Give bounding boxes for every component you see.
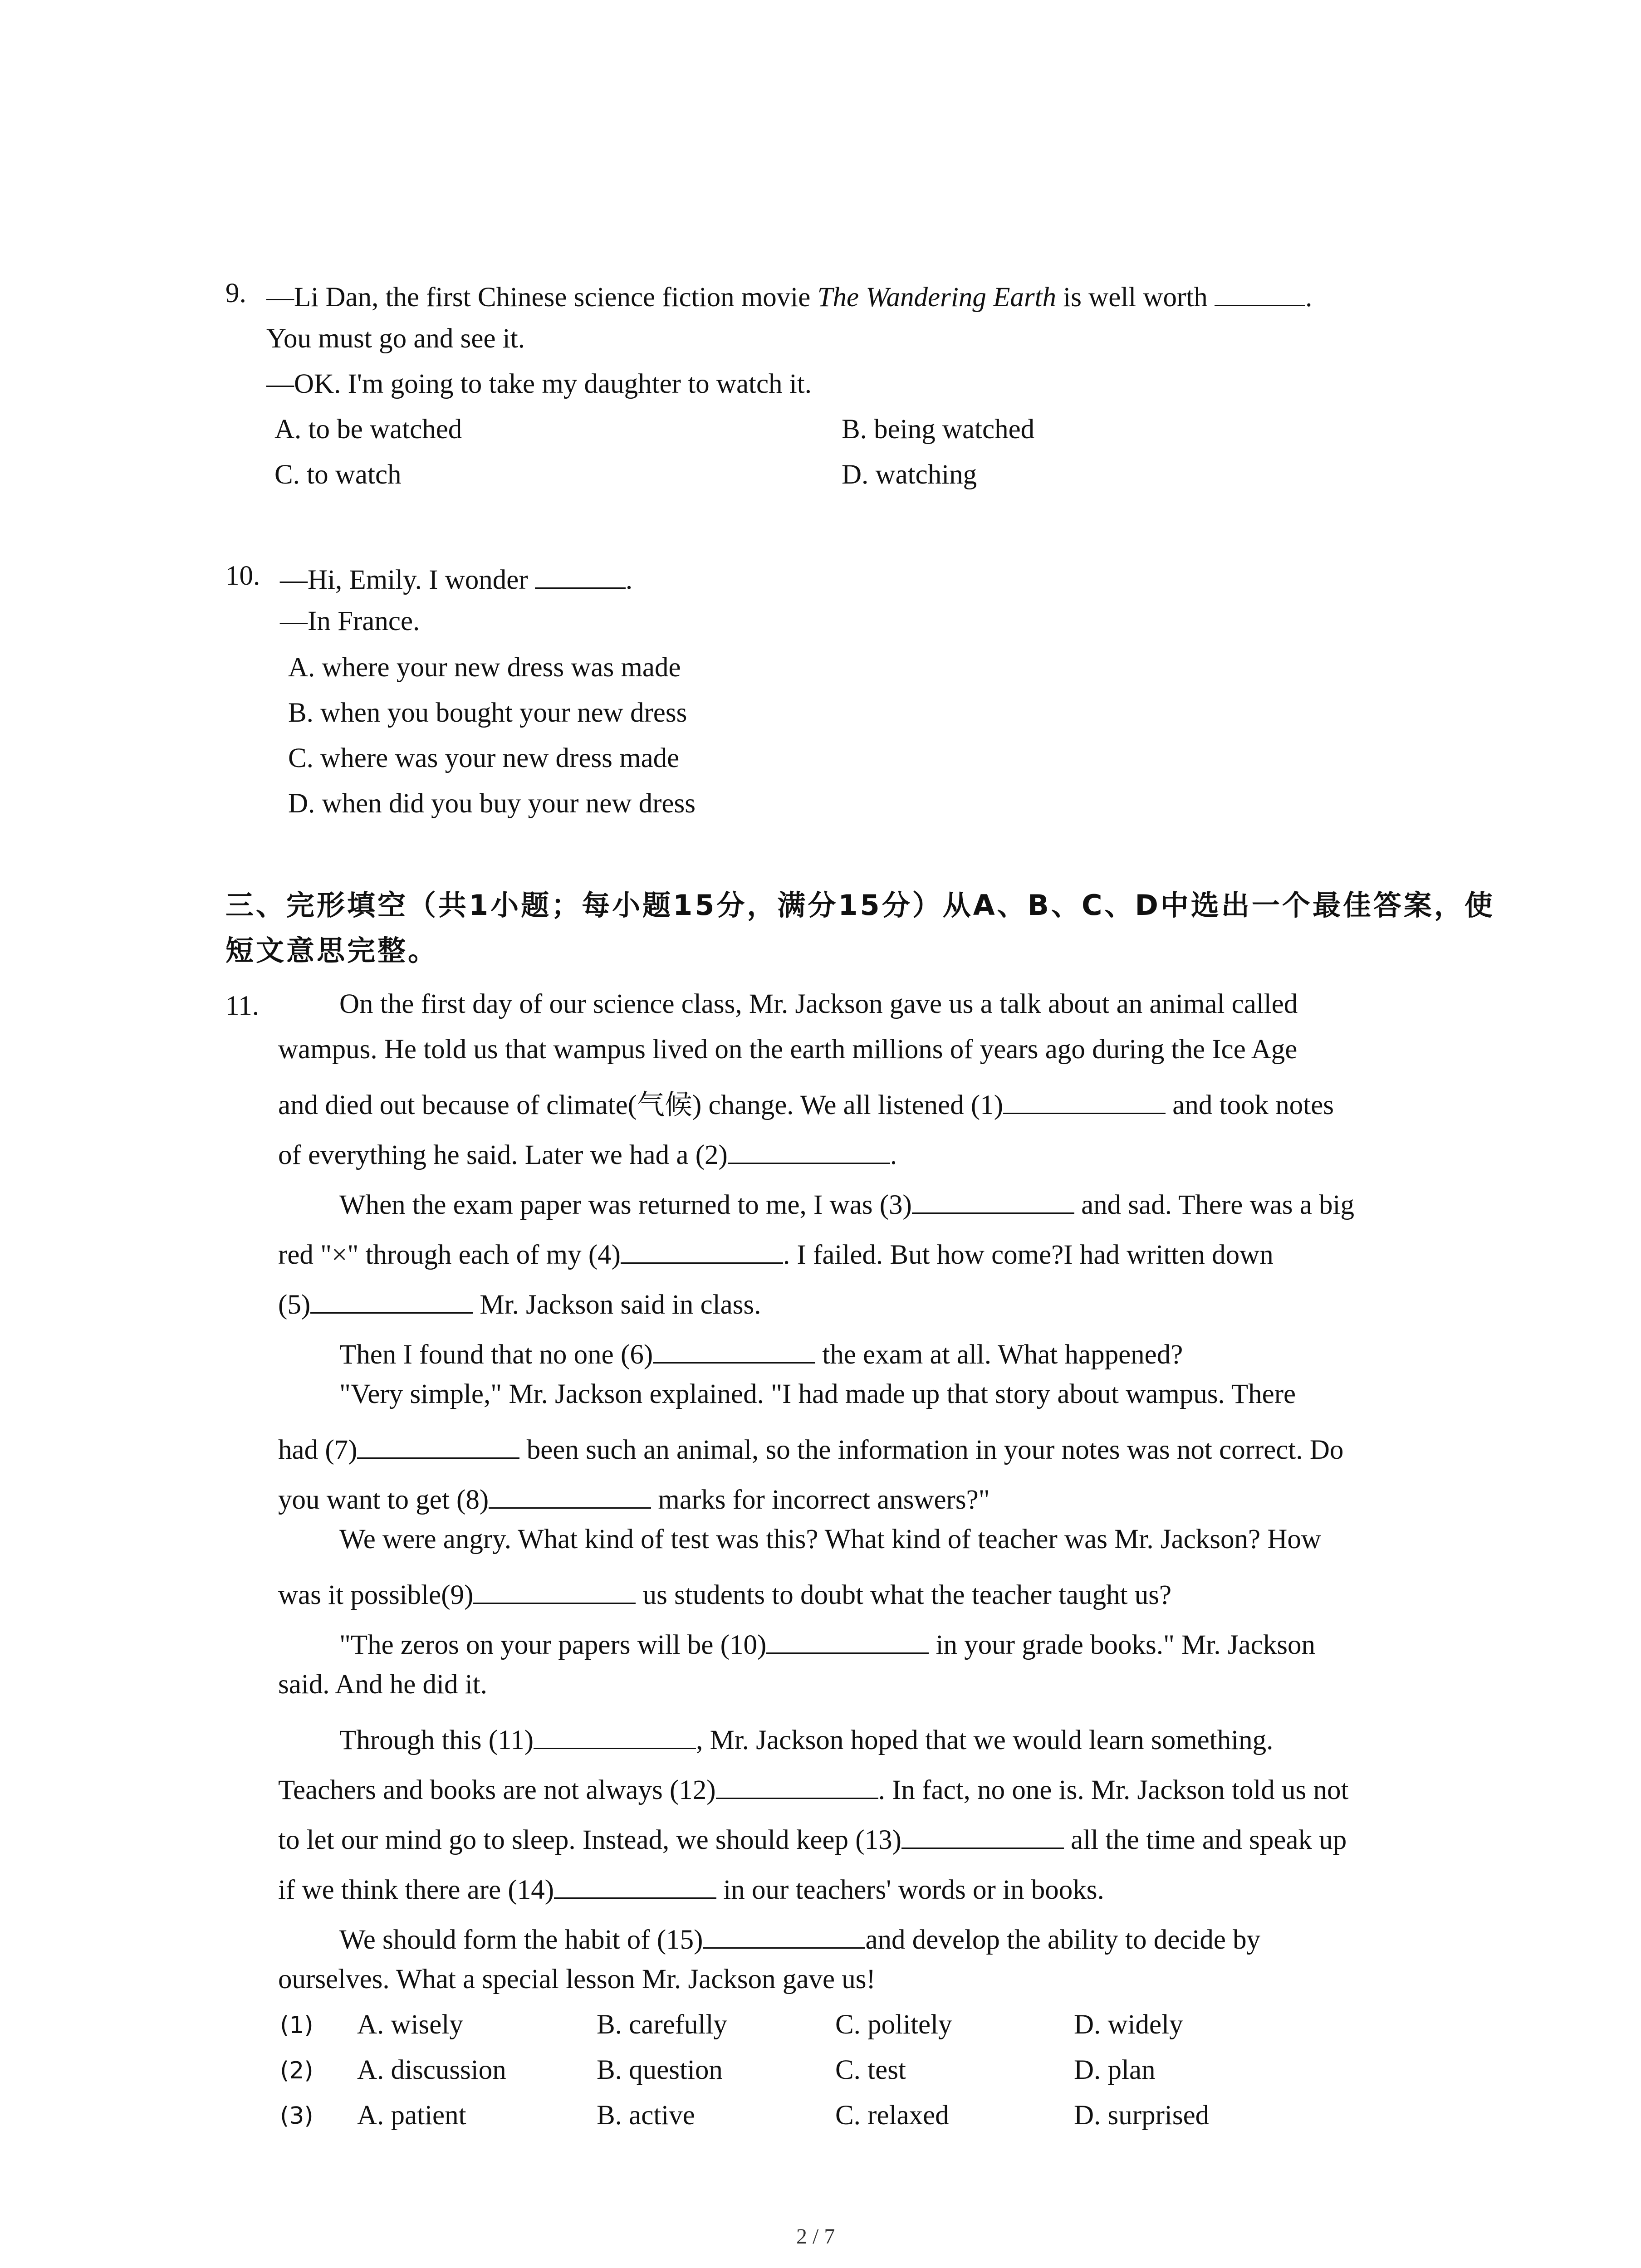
- passage-text: to let our mind go to sleep. Instead, we should keep (13): [278, 1825, 901, 1855]
- passage-text: all the time and speak up: [1063, 1825, 1347, 1855]
- passage-text: red "×" through each of my (4): [278, 1240, 621, 1270]
- answer-blank-13: [901, 1820, 1064, 1849]
- answer-blank-5: [310, 1285, 473, 1314]
- passage-line: [339, 990, 1298, 1018]
- choice-option-d: D. surprised: [1074, 2100, 1210, 2131]
- answer-blank-4: [621, 1235, 783, 1264]
- q9-line1-text-c: .: [1305, 282, 1313, 313]
- passage-text: "The zeros on your papers will be (10): [339, 1630, 767, 1660]
- q9-movie-title: The Wandering Earth: [817, 282, 1057, 313]
- choice-option-c: C. politely: [835, 2009, 952, 2040]
- passage-line: [278, 1135, 897, 1169]
- answer-blank-10: [766, 1625, 929, 1654]
- answer-blank-1: [1003, 1085, 1166, 1114]
- passage-line: [339, 1525, 1321, 1553]
- passage-line: [278, 1575, 1171, 1609]
- passage-text: , Mr. Jackson hoped that we would learn something.: [696, 1725, 1274, 1755]
- passage-line: [278, 1285, 761, 1319]
- q9-option-c: C. to watch: [274, 459, 402, 490]
- passage-text: marks for incorrect answers?": [651, 1485, 990, 1515]
- passage-text: Then I found that no one (6): [339, 1339, 653, 1370]
- q10-line1-text-a: —Hi, Emily. I wonder: [280, 565, 535, 595]
- q9-option-d: D. watching: [842, 459, 977, 490]
- choice-option-b: B. active: [597, 2100, 695, 2131]
- passage-text: said. And he did it.: [278, 1669, 487, 1700]
- q9-number: 9.: [225, 278, 246, 308]
- q10-option-b: B. when you bought your new dress: [288, 698, 687, 728]
- choice-number: (2): [280, 2057, 314, 2084]
- passage-text: in your grade books." Mr. Jackson: [929, 1630, 1315, 1660]
- choice-option-a: A. wisely: [357, 2009, 463, 2040]
- q9-line2: You must go and see it.: [266, 323, 525, 354]
- passage-line: [278, 1430, 1343, 1464]
- passage-text: .: [890, 1140, 897, 1170]
- page-number: 2 / 7: [796, 2224, 835, 2248]
- passage-text: ourselves. What a special lesson Mr. Jackson gave us!: [278, 1964, 876, 1994]
- passage-text: us students to doubt what the teacher taught us?: [636, 1580, 1172, 1610]
- section3-heading-line1: 三、完形填空（共1小题；每小题15分，满分15分）从A、B、C、D中选出一个最佳答案，使: [225, 889, 1495, 922]
- passage-line: [278, 1965, 876, 1993]
- passage-text: had (7): [278, 1435, 358, 1465]
- q9-line3: —OK. I'm going to take my daughter to watch it.: [266, 369, 812, 399]
- passage-line: [278, 1671, 487, 1698]
- q11-number: 11.: [225, 991, 259, 1021]
- q9-line1: [266, 278, 1312, 313]
- passage-line: [339, 1721, 1273, 1754]
- passage-line: [278, 1870, 1104, 1904]
- answer-blank-7: [357, 1430, 519, 1459]
- q9-option-a: A. to be watched: [274, 414, 462, 445]
- choice-option-a: A. patient: [357, 2100, 466, 2131]
- answer-blank-12: [716, 1770, 878, 1799]
- passage-text: you want to get (8): [278, 1485, 489, 1515]
- passage-text: Through this (11): [339, 1725, 534, 1755]
- q9-line1-text-a: —Li Dan, the first Chinese science fiction movie: [266, 282, 818, 313]
- choice-option-d: D. plan: [1074, 2055, 1156, 2085]
- passage-text: been such an animal, so the information in your notes was not correct. Do: [519, 1435, 1344, 1465]
- answer-blank-11: [534, 1721, 696, 1749]
- passage-text: . I failed. But how come?I had written down: [783, 1240, 1274, 1270]
- q9-answer-blank: [1215, 278, 1305, 306]
- passage-text: was it possible(9): [278, 1580, 474, 1610]
- q9-option-b: B. being watched: [842, 414, 1035, 445]
- passage-text: When the exam paper was returned to me, I was (3): [339, 1190, 912, 1220]
- answer-blank-3: [912, 1185, 1074, 1214]
- passage-text: Mr. Jackson said in class.: [473, 1290, 761, 1320]
- answer-blank-14: [554, 1870, 716, 1899]
- answer-blank-6: [653, 1335, 815, 1364]
- q10-line2: —In France.: [280, 606, 420, 636]
- q10-number: 10.: [225, 561, 260, 591]
- passage-text: and died out because of climate(气候) change. We all listened (1): [278, 1090, 1004, 1120]
- choice-option-c: C. relaxed: [835, 2100, 949, 2131]
- passage-text: and sad. There was a big: [1074, 1190, 1355, 1220]
- choice-option-a: A. discussion: [357, 2055, 506, 2085]
- choice-option-c: C. test: [835, 2055, 906, 2085]
- passage-text: . In fact, no one is. Mr. Jackson told us not: [878, 1775, 1349, 1805]
- passage-text: of everything he said. Later we had a (2): [278, 1140, 728, 1170]
- passage-text: We should form the habit of (15): [339, 1925, 703, 1955]
- answer-blank-2: [728, 1135, 890, 1164]
- q10-option-c: C. where was your new dress made: [288, 743, 680, 773]
- passage-text: and took notes: [1166, 1090, 1334, 1120]
- choice-option-b: B. question: [597, 2055, 723, 2085]
- passage-line: [339, 1185, 1354, 1219]
- answer-blank-9: [473, 1575, 636, 1604]
- choice-option-d: D. widely: [1074, 2009, 1183, 2040]
- passage-line: [339, 1920, 1260, 1954]
- passage-line: [278, 1770, 1348, 1804]
- passage-text: in our teachers' words or in books.: [716, 1875, 1104, 1905]
- answer-blank-15: [703, 1920, 865, 1949]
- passage-text: wampus. He told us that wampus lived on the earth millions of years ago during the Ice Age: [278, 1034, 1298, 1065]
- passage-line: [278, 1820, 1347, 1854]
- passage-text: if we think there are (14): [278, 1875, 554, 1905]
- passage-line: [339, 1625, 1315, 1659]
- passage-text: On the first day of our science class, Mr. Jackson gave us a talk about an animal called: [339, 989, 1298, 1019]
- passage-line: [339, 1335, 1183, 1369]
- q9-line1-text-b: is well worth: [1056, 282, 1215, 313]
- answer-blank-8: [489, 1480, 651, 1509]
- q10-line1: [280, 560, 632, 596]
- passage-line: [278, 1085, 1334, 1119]
- passage-line: [339, 1380, 1296, 1408]
- passage-text: Teachers and books are not always (12): [278, 1775, 716, 1805]
- choice-option-b: B. carefully: [597, 2009, 727, 2040]
- passage-text: We were angry. What kind of test was this? What kind of teacher was Mr. Jackson? How: [339, 1524, 1321, 1554]
- q10-line1-text-b: .: [625, 565, 633, 595]
- passage-text: (5): [278, 1290, 311, 1320]
- choice-number: (3): [280, 2102, 314, 2130]
- passage-line: [278, 1235, 1274, 1269]
- passage-text: "Very simple," Mr. Jackson explained. "I had made up that story about wampus. There: [339, 1379, 1296, 1409]
- passage-text: and develop the ability to decide by: [865, 1925, 1261, 1955]
- choice-number: (1): [280, 2012, 314, 2039]
- passage-line: [278, 1480, 990, 1514]
- passage-text: the exam at all. What happened?: [815, 1339, 1183, 1370]
- q10-answer-blank: [535, 560, 626, 589]
- q10-option-a: A. where your new dress was made: [288, 652, 681, 683]
- q10-option-d: D. when did you buy your new dress: [288, 788, 696, 819]
- passage-line: [278, 1036, 1297, 1063]
- section3-heading-line2: 短文意思完整。: [225, 934, 439, 967]
